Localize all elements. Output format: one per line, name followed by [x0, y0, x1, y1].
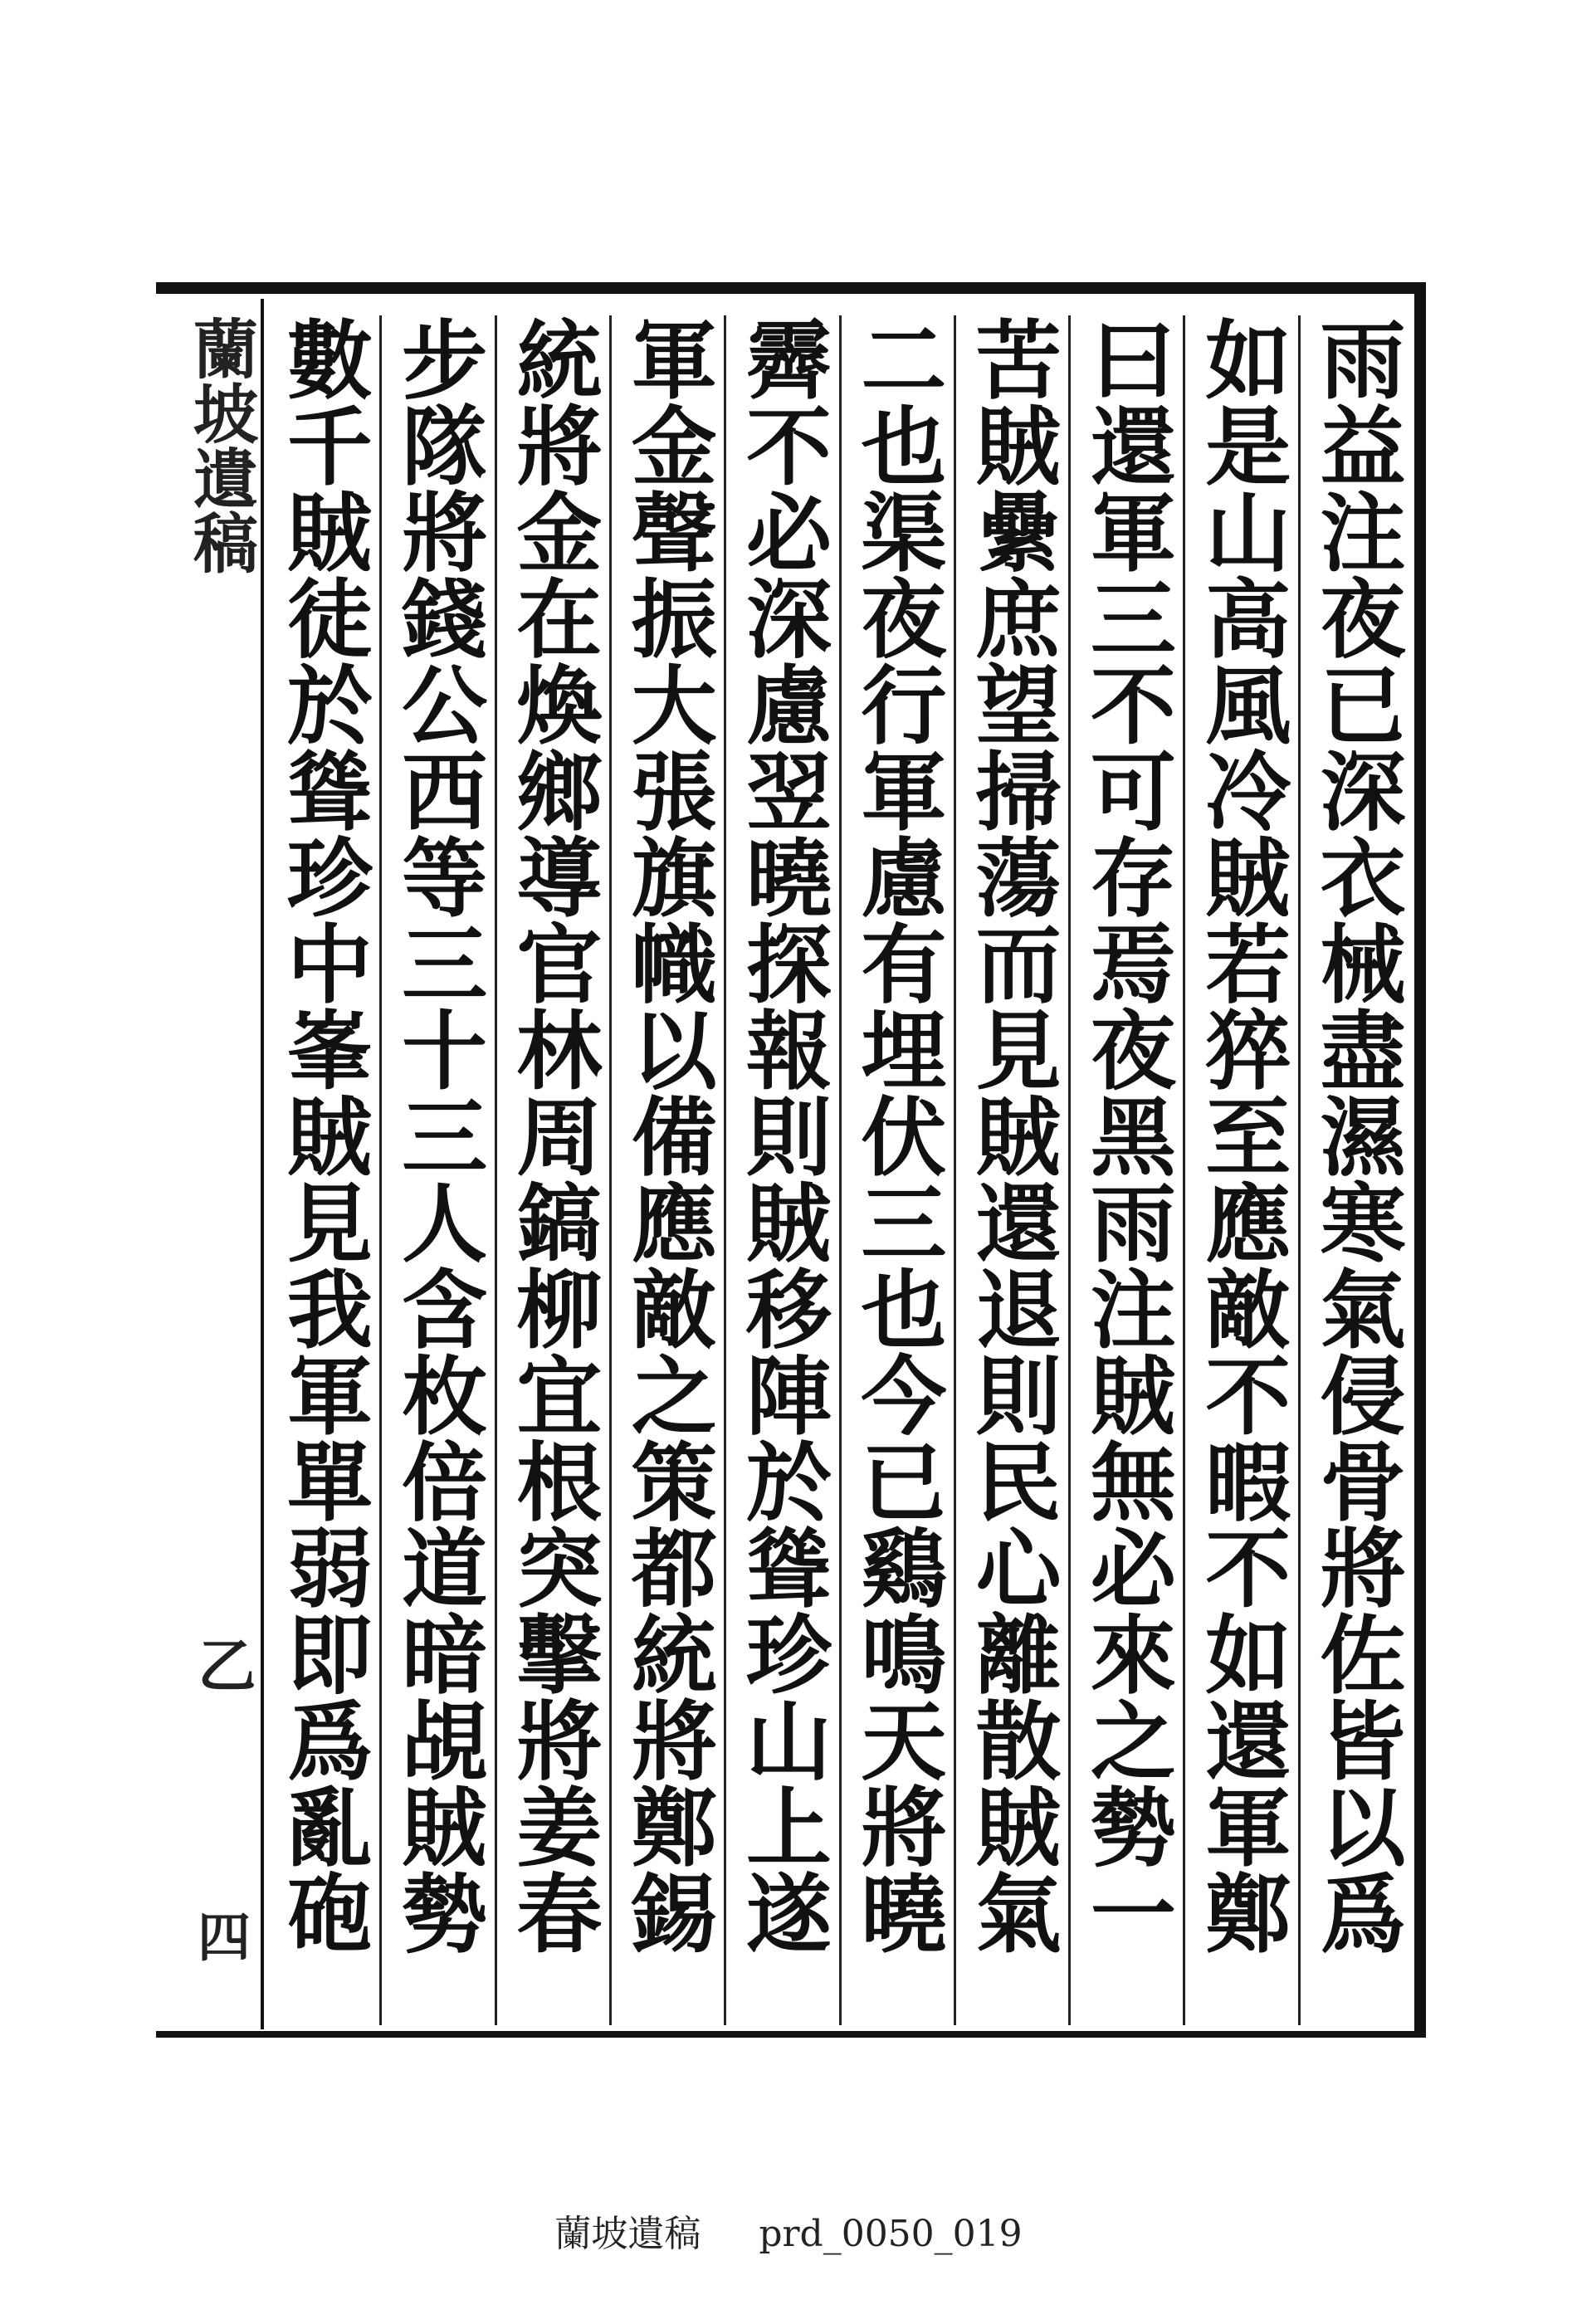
gutter-mark: 乙: [188, 1635, 257, 1693]
page-caption: [0, 2204, 1577, 2257]
text-column: [612, 315, 726, 2025]
page-gutter: [166, 299, 264, 2029]
text-column: [1301, 315, 1413, 2025]
column-text: 二也渠夜行軍慮有埋伏三也今已鷄鳴天將曉: [846, 315, 947, 1955]
column-text: 雨益注夜已深衣械盡濕寒氣侵骨將佐皆以爲: [1306, 315, 1406, 1955]
column-text: 苦賊纍庶望掃蕩而見賊還退則民心離散賊氣: [961, 315, 1062, 1955]
text-column: [726, 315, 841, 2025]
caption-title: 蘭坡遺稿: [554, 2213, 701, 2255]
column-text: 如是山高風冷賊若猝至應敵不暇不如還軍鄭: [1190, 315, 1291, 1955]
text-column: [382, 315, 496, 2025]
text-column: [497, 315, 612, 2025]
gutter-title: 蘭坡遺稿: [183, 315, 258, 574]
text-column: [1071, 315, 1185, 2025]
column-text: 統將金在煥鄉導官林周鎬柳宜根突擊將姜春: [501, 315, 603, 1955]
text-column: [956, 315, 1071, 2025]
caption-id: prd_0050_019: [759, 2213, 1023, 2255]
text-block: [267, 315, 1413, 2025]
text-column: [1185, 315, 1300, 2025]
text-column: [267, 315, 382, 2025]
column-text: 霽不必深慮翌曉探報則賊移陣於聳珍山上遂: [731, 315, 832, 1955]
column-text: 數千賊徒於聳珍中峯賊見我軍單弱即爲亂砲: [272, 315, 374, 1955]
text-column: [842, 315, 956, 2025]
gutter-folio: 四: [188, 1909, 251, 1962]
column-text: 曰還軍三不可存焉夜黑雨注賊無必來之勢一: [1076, 315, 1177, 1955]
column-text: 步隊將錢公西等三十三人含枚倍道暗覘賊勢: [387, 315, 488, 1955]
column-text: 軍金聲振大張旗幟以備應敵之策都統將鄭錫: [617, 315, 718, 1955]
